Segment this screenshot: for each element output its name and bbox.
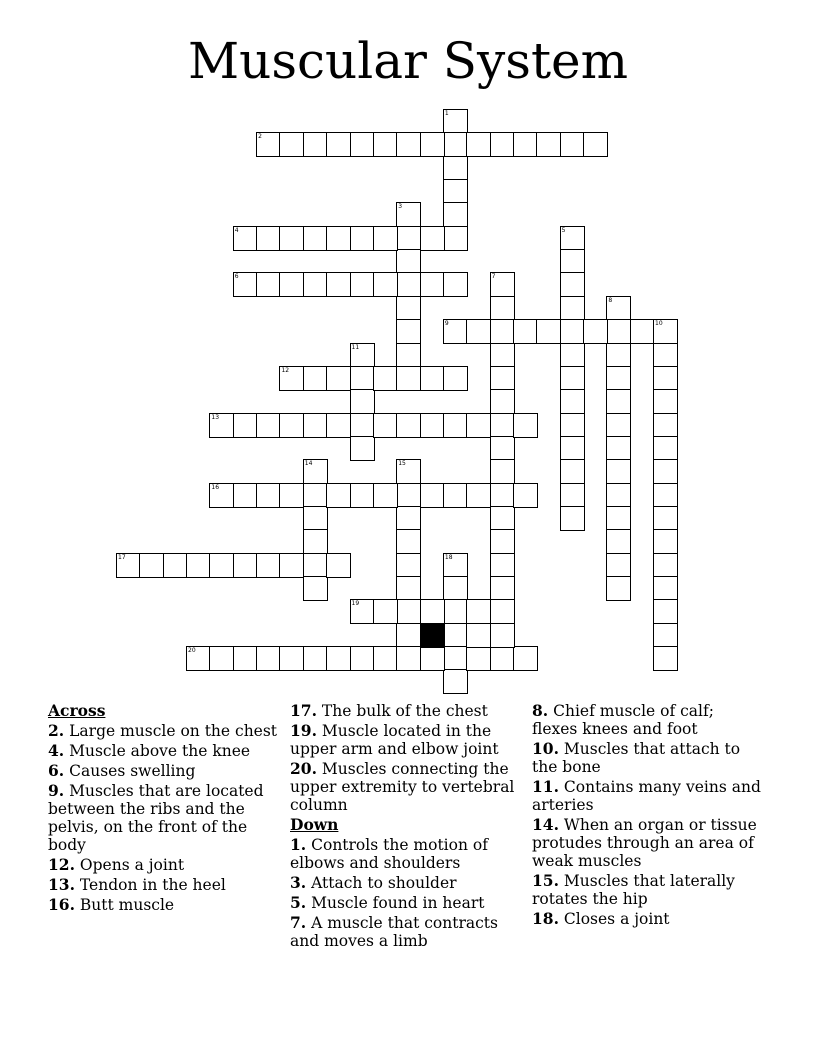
crossword-cell[interactable]: [606, 296, 631, 321]
crossword-cell[interactable]: [396, 459, 421, 484]
crossword-cell[interactable]: [490, 646, 515, 671]
crossword-cell[interactable]: [256, 553, 281, 578]
crossword-cell[interactable]: [420, 366, 445, 391]
crossword-cell[interactable]: [396, 343, 421, 368]
crossword-block-cell: [420, 623, 445, 648]
crossword-cell[interactable]: [560, 343, 585, 368]
crossword-cell[interactable]: [606, 413, 631, 438]
crossword-cell[interactable]: [279, 483, 304, 508]
crossword-cell[interactable]: [256, 646, 281, 671]
crossword-cell[interactable]: [396, 599, 421, 624]
crossword-cell[interactable]: [653, 576, 678, 601]
cell-number: 9: [444, 320, 449, 328]
crossword-cell[interactable]: [420, 226, 445, 251]
crossword-cell[interactable]: [490, 553, 515, 578]
clue-across-6: 6. Causes swelling: [48, 761, 196, 780]
crossword-cell[interactable]: [513, 413, 538, 438]
crossword-cell[interactable]: [653, 389, 678, 414]
clue-across-20: 20. Muscles connecting the upper extremity to vertebral column: [290, 759, 515, 814]
crossword-cell[interactable]: [653, 436, 678, 461]
crossword-cell[interactable]: [443, 202, 468, 227]
down-heading: Down: [290, 815, 339, 834]
crossword-cell[interactable]: [653, 506, 678, 531]
crossword-cell[interactable]: [209, 553, 234, 578]
crossword-cell[interactable]: [443, 646, 468, 671]
crossword-cell[interactable]: [490, 576, 515, 601]
crossword-cell[interactable]: [396, 202, 421, 227]
clue-down-1: 1. Controls the motion of elbows and shoulders: [290, 835, 488, 872]
crossword-cell[interactable]: [186, 646, 211, 671]
clue-down-18: 18. Closes a joint: [532, 909, 670, 928]
crossword-cell[interactable]: [303, 459, 328, 484]
crossword-cell[interactable]: [653, 599, 678, 624]
crossword-cell[interactable]: [606, 529, 631, 554]
crossword-cell[interactable]: [373, 646, 398, 671]
crossword-cell[interactable]: [490, 389, 515, 414]
crossword-cell[interactable]: [396, 319, 421, 344]
crossword-cell[interactable]: [209, 646, 234, 671]
crossword-cell[interactable]: [350, 599, 375, 624]
crossword-cell[interactable]: [560, 506, 585, 531]
cell-number: 12: [281, 366, 290, 374]
crossword-cell[interactable]: [373, 413, 398, 438]
crossword-cell[interactable]: [606, 506, 631, 531]
crossword-cell[interactable]: [443, 272, 468, 297]
crossword-cell[interactable]: [303, 413, 328, 438]
crossword-cell[interactable]: [420, 646, 445, 671]
crossword-cell[interactable]: [443, 109, 468, 134]
crossword-cell[interactable]: [279, 553, 304, 578]
crossword-cell[interactable]: [279, 646, 304, 671]
cell-number: 3: [398, 203, 403, 211]
crossword-cell[interactable]: [279, 272, 304, 297]
crossword-cell[interactable]: [396, 296, 421, 321]
crossword-cell[interactable]: [350, 646, 375, 671]
crossword-cell[interactable]: [303, 366, 328, 391]
crossword-cell[interactable]: [490, 132, 515, 157]
crossword-cell[interactable]: [443, 226, 468, 251]
crossword-cell[interactable]: [326, 226, 351, 251]
crossword-cell[interactable]: [560, 436, 585, 461]
clue-across-16: 16. Butt muscle: [48, 895, 175, 914]
crossword-cell[interactable]: [606, 483, 631, 508]
crossword-cell[interactable]: [233, 226, 258, 251]
crossword-cell[interactable]: [396, 366, 421, 391]
crossword-cell[interactable]: [490, 319, 515, 344]
crossword-cell[interactable]: [350, 272, 375, 297]
crossword-cell[interactable]: [653, 413, 678, 438]
crossword-cell[interactable]: [396, 506, 421, 531]
cell-number: 8: [608, 296, 613, 304]
crossword-cell[interactable]: [303, 272, 328, 297]
crossword-cell[interactable]: [303, 483, 328, 508]
crossword-cell[interactable]: [560, 366, 585, 391]
crossword-cell[interactable]: [420, 483, 445, 508]
cell-number: 15: [398, 460, 406, 468]
clue-down-5: 5. Muscle found in heart: [290, 893, 485, 912]
crossword-cell[interactable]: [606, 366, 631, 391]
cell-number: 13: [211, 413, 220, 421]
crossword-cell[interactable]: [373, 599, 398, 624]
clue-across-17: 17. The bulk of the chest: [290, 701, 488, 720]
clue-across-2: 2. Large muscle on the chest: [48, 721, 278, 740]
crossword-cell[interactable]: [560, 226, 585, 251]
crossword-cell[interactable]: [256, 226, 281, 251]
crossword-cell[interactable]: [303, 132, 328, 157]
crossword-cell[interactable]: [233, 272, 258, 297]
crossword-cell[interactable]: [373, 272, 398, 297]
crossword-cell[interactable]: [326, 413, 351, 438]
crossword-cell[interactable]: [233, 646, 258, 671]
cell-number: 17: [118, 553, 126, 561]
crossword-cell[interactable]: [420, 599, 445, 624]
crossword-cell[interactable]: [443, 179, 468, 204]
cell-number: 1: [444, 110, 449, 117]
crossword-cell[interactable]: [443, 366, 468, 391]
cell-number: 7: [491, 273, 496, 281]
crossword-cell[interactable]: [443, 623, 468, 648]
crossword-cell[interactable]: [466, 599, 491, 624]
crossword-cell[interactable]: [373, 226, 398, 251]
crossword-cell[interactable]: [513, 319, 538, 344]
cell-number: 5: [561, 226, 566, 234]
crossword-cell[interactable]: [326, 132, 351, 157]
crossword-cell[interactable]: [163, 553, 188, 578]
crossword-cell[interactable]: [303, 506, 328, 531]
crossword-cell[interactable]: [490, 366, 515, 391]
crossword-cell[interactable]: [279, 366, 304, 391]
crossword-cell[interactable]: [396, 132, 421, 157]
crossword-cell[interactable]: [443, 576, 468, 601]
clue-across-13: 13. Tendon in the heel: [48, 875, 226, 894]
crossword-cell[interactable]: [606, 576, 631, 601]
crossword-cell[interactable]: [490, 483, 515, 508]
crossword-cell[interactable]: [303, 576, 328, 601]
crossword-cell[interactable]: [443, 599, 468, 624]
crossword-cell[interactable]: [279, 132, 304, 157]
crossword-cell[interactable]: [490, 599, 515, 624]
crossword-cell[interactable]: [466, 646, 491, 671]
crossword-cell[interactable]: [443, 156, 468, 181]
crossword-cell[interactable]: [443, 319, 468, 344]
crossword-cell[interactable]: [653, 319, 678, 344]
crossword-cell[interactable]: [583, 319, 608, 344]
crossword-cell[interactable]: [560, 319, 585, 344]
crossword-cell[interactable]: [279, 413, 304, 438]
crossword-cell[interactable]: [396, 226, 421, 251]
cell-number: 19: [351, 600, 360, 608]
crossword-cell[interactable]: [466, 483, 491, 508]
crossword-cell[interactable]: [513, 132, 538, 157]
clue-across-9: 9. Muscles that are located between the ribs and the pelvis, on the front of the body: [48, 781, 264, 854]
crossword-cell[interactable]: [350, 413, 375, 438]
crossword-cell[interactable]: [303, 553, 328, 578]
crossword-cell[interactable]: [396, 249, 421, 274]
crossword-cell[interactable]: [420, 132, 445, 157]
crossword-cell[interactable]: [560, 249, 585, 274]
crossword-cell[interactable]: [350, 436, 375, 461]
crossword-cell[interactable]: [560, 272, 585, 297]
cell-number: 11: [351, 343, 360, 351]
clue-down-3: 3. Attach to shoulder: [290, 873, 457, 892]
crossword-cell[interactable]: [303, 529, 328, 554]
crossword-cell[interactable]: [209, 413, 234, 438]
crossword-cell[interactable]: [326, 272, 351, 297]
crossword-cell[interactable]: [233, 553, 258, 578]
cell-number: 14: [304, 460, 313, 468]
clues-column-1: [48, 702, 280, 916]
crossword-cell[interactable]: [326, 483, 351, 508]
crossword-cell[interactable]: [396, 272, 421, 297]
crossword-cell[interactable]: [653, 529, 678, 554]
cell-number: 4: [234, 226, 239, 234]
crossword-cell[interactable]: [350, 389, 375, 414]
crossword-cell[interactable]: [653, 366, 678, 391]
crossword-cell[interactable]: [560, 389, 585, 414]
crossword-cell[interactable]: [139, 553, 164, 578]
crossword-cell[interactable]: [490, 623, 515, 648]
crossword-cell[interactable]: [443, 413, 468, 438]
crossword-cell[interactable]: [420, 272, 445, 297]
clue-down-8: 8. Chief muscle of calf; flexes knees and foot: [532, 701, 714, 738]
crossword-cell[interactable]: [606, 343, 631, 368]
crossword-cell[interactable]: [606, 459, 631, 484]
crossword-cell[interactable]: [653, 646, 678, 671]
crossword-cell[interactable]: [233, 483, 258, 508]
crossword-cell[interactable]: [443, 132, 468, 157]
crossword-cell[interactable]: [396, 483, 421, 508]
cell-number: 10: [655, 320, 663, 328]
crossword-cell[interactable]: [606, 319, 631, 344]
clue-across-12: 12. Opens a joint: [48, 855, 185, 874]
cell-number: 18: [444, 553, 453, 561]
crossword-cell[interactable]: [209, 483, 234, 508]
crossword-cell[interactable]: [466, 132, 491, 157]
page-title: Muscular System: [187, 32, 629, 90]
cell-number: 16: [211, 483, 220, 491]
crossword-cell[interactable]: [490, 343, 515, 368]
crossword-cell[interactable]: [233, 413, 258, 438]
crossword-cell[interactable]: [490, 436, 515, 461]
crossword-cell[interactable]: [490, 529, 515, 554]
clue-down-10: 10. Muscles that attach to the bone: [532, 739, 741, 776]
crossword-cell[interactable]: [396, 529, 421, 554]
clue-down-11: 11. Contains many veins and arteries: [532, 777, 761, 814]
crossword-cell[interactable]: [536, 132, 561, 157]
crossword-cell[interactable]: [303, 226, 328, 251]
crossword-cell[interactable]: [256, 272, 281, 297]
crossword-cell[interactable]: [653, 483, 678, 508]
crossword-cell[interactable]: [653, 623, 678, 648]
crossword-cell[interactable]: [350, 483, 375, 508]
crossword-cell[interactable]: [560, 296, 585, 321]
crossword-cell[interactable]: [443, 669, 468, 694]
crossword-cell[interactable]: [326, 366, 351, 391]
crossword-cell[interactable]: [606, 436, 631, 461]
crossword-cell[interactable]: [396, 553, 421, 578]
crossword-cell[interactable]: [420, 413, 445, 438]
clues-column-2: [290, 702, 520, 952]
crossword-cell[interactable]: [513, 483, 538, 508]
crossword-cell[interactable]: [186, 553, 211, 578]
crossword-cell[interactable]: [396, 413, 421, 438]
crossword-cell[interactable]: [653, 553, 678, 578]
crossword-cell[interactable]: [513, 646, 538, 671]
crossword-cell[interactable]: [560, 413, 585, 438]
crossword-cell[interactable]: [443, 483, 468, 508]
cell-number: 6: [234, 273, 239, 281]
crossword-cell[interactable]: [116, 553, 141, 578]
clue-down-7: 7. A muscle that contracts and moves a limb: [290, 913, 498, 950]
clues-column-3: [532, 702, 762, 930]
crossword-cell[interactable]: [350, 132, 375, 157]
crossword-cell[interactable]: [560, 459, 585, 484]
crossword-cell[interactable]: [490, 272, 515, 297]
crossword-cell[interactable]: [606, 389, 631, 414]
crossword-cell[interactable]: [490, 506, 515, 531]
crossword-cell[interactable]: [630, 319, 655, 344]
cell-number: 20: [188, 647, 196, 655]
crossword-cell[interactable]: [466, 319, 491, 344]
crossword-cell[interactable]: [326, 646, 351, 671]
crossword-cell[interactable]: [490, 413, 515, 438]
across-heading: Across: [48, 701, 106, 720]
crossword-cell[interactable]: [350, 343, 375, 368]
crossword-cell[interactable]: [443, 553, 468, 578]
crossword-cell[interactable]: [583, 132, 608, 157]
crossword-cell[interactable]: [653, 459, 678, 484]
crossword-cell[interactable]: [350, 366, 375, 391]
crossword-cell[interactable]: [326, 553, 351, 578]
crossword-cell[interactable]: [303, 646, 328, 671]
crossword-cell[interactable]: [536, 319, 561, 344]
crossword-cell[interactable]: [256, 413, 281, 438]
clue-across-19: 19. Muscle located in the upper arm and elbow joint: [290, 721, 499, 758]
clue-down-15: 15. Muscles that laterally rotates the hip: [532, 871, 735, 908]
clue-across-4: 4. Muscle above the knee: [48, 741, 251, 760]
crossword-cell[interactable]: [490, 459, 515, 484]
crossword-cell[interactable]: [490, 296, 515, 321]
crossword-cell[interactable]: [396, 623, 421, 648]
crossword-cell[interactable]: [606, 553, 631, 578]
crossword-cell[interactable]: [350, 226, 375, 251]
crossword-cell[interactable]: [256, 132, 281, 157]
crossword-cell[interactable]: [373, 483, 398, 508]
crossword-cell[interactable]: [256, 483, 281, 508]
crossword-cell[interactable]: [396, 576, 421, 601]
cell-number: 2: [258, 133, 262, 141]
crossword-cell[interactable]: [466, 623, 491, 648]
crossword-cell[interactable]: [373, 366, 398, 391]
crossword-cell[interactable]: [466, 413, 491, 438]
crossword-cell[interactable]: [653, 343, 678, 368]
crossword-cell[interactable]: [560, 483, 585, 508]
crossword-cell[interactable]: [560, 132, 585, 157]
clue-down-14: 14. When an organ or tissue protudes through an area of weak muscles: [532, 815, 757, 870]
crossword-cell[interactable]: [279, 226, 304, 251]
crossword-cell[interactable]: [373, 132, 398, 157]
crossword-cell[interactable]: [396, 646, 421, 671]
